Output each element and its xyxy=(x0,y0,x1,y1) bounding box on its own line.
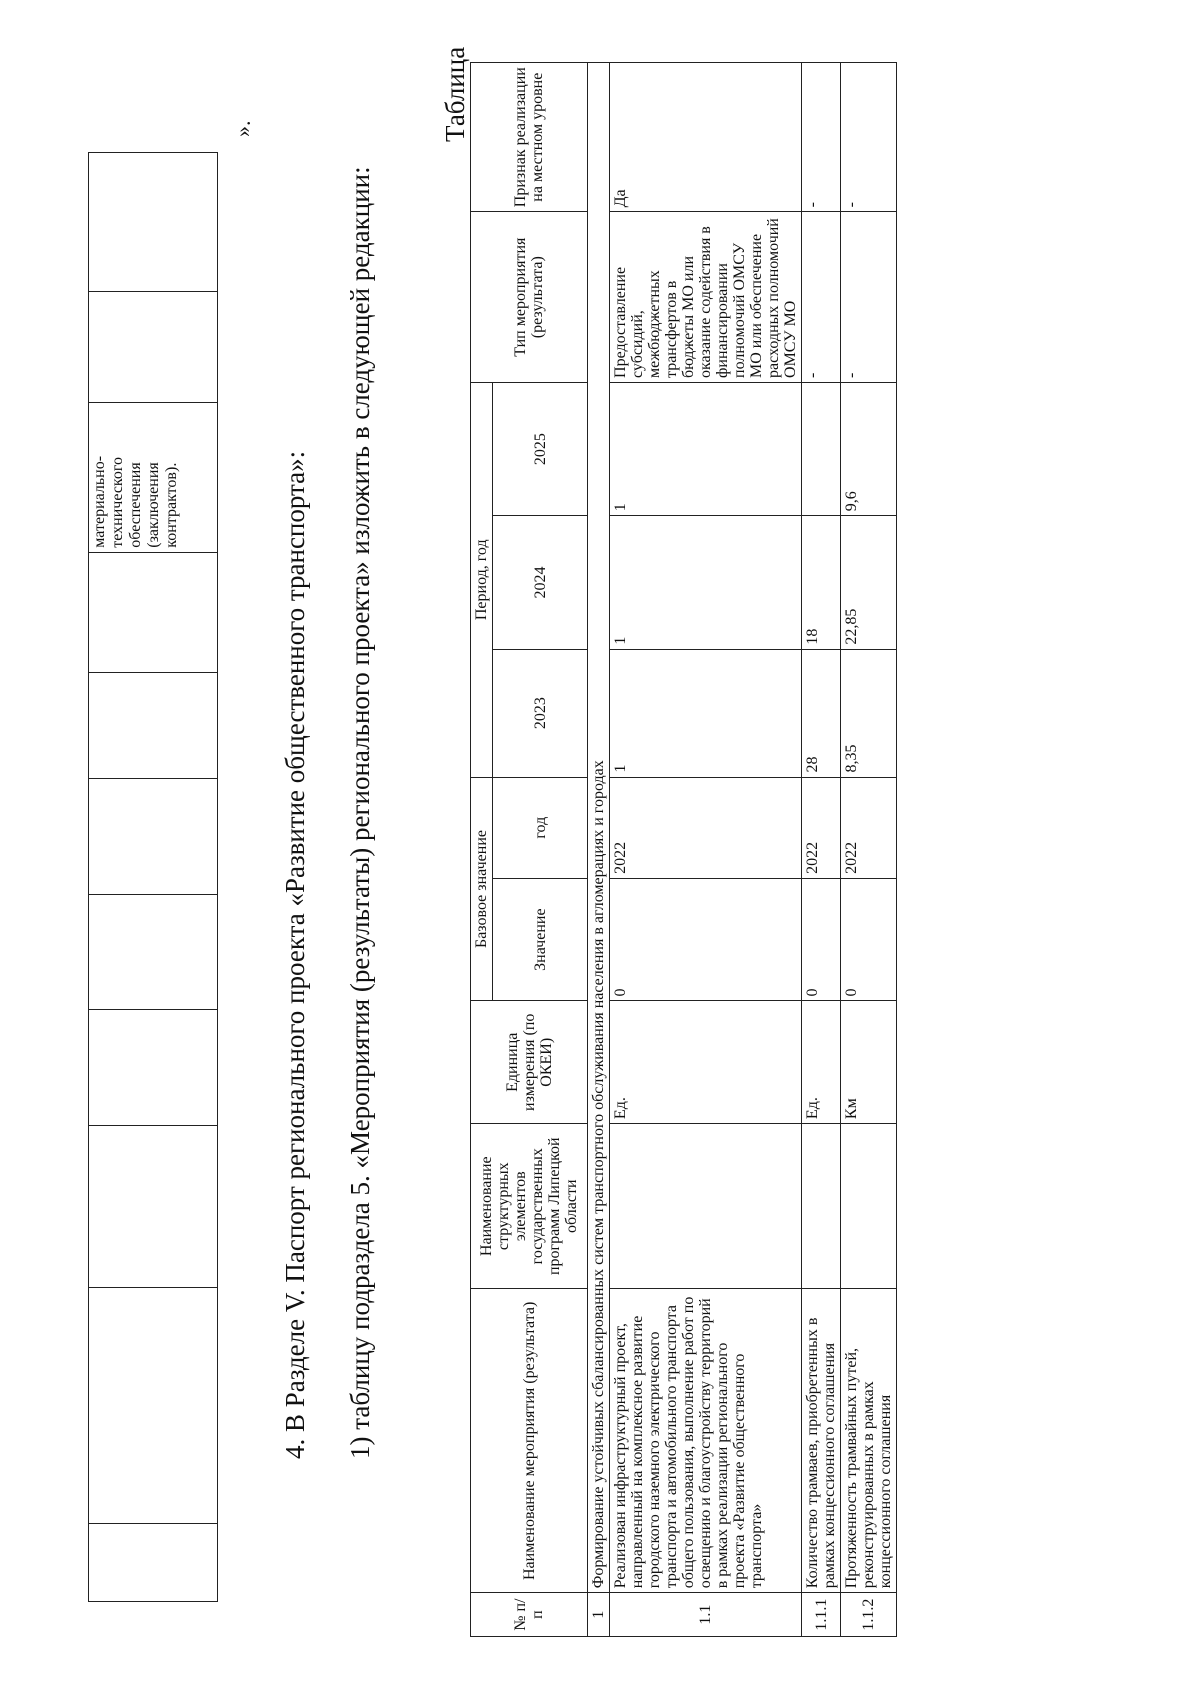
table-cell xyxy=(89,153,218,292)
table-cell xyxy=(89,291,218,402)
row-2023: 28 xyxy=(802,649,841,777)
row-name: Количество трамваев, приобретенных в рамках концессионного соглашения xyxy=(802,1289,841,1593)
row-type: Предоставление субсидий, межбюджетных трансфертов в бюджеты МО или оказание содействия в финансировании полномочий ОМСУ МО или обеспечение расходных полномочий ОМСУ МО xyxy=(610,212,802,383)
table-header-row xyxy=(471,63,493,1637)
table-cell xyxy=(89,894,218,1010)
header-base-value: Значение xyxy=(493,878,588,1001)
table-row xyxy=(841,63,897,1637)
closing-quote: ». xyxy=(230,120,255,137)
row-2025: 9,6 xyxy=(841,382,897,515)
row-base-year: 2022 xyxy=(841,777,897,878)
events-table xyxy=(470,62,897,1637)
header-name: Наименование мероприятия (результата) xyxy=(471,1289,588,1593)
table-cell xyxy=(89,1523,218,1601)
table-cell: материально-технического обеспечения (заключения контрактов). xyxy=(89,402,218,552)
table-cell xyxy=(89,1287,218,1523)
row-local: - xyxy=(841,63,897,212)
row-2025 xyxy=(802,382,841,515)
row-struct xyxy=(610,1124,802,1289)
item-heading: 1) таблицу подраздела 5. «Мероприятия (результаты) регионального проекта» изложить в следующей редакции: xyxy=(345,166,375,1459)
header-base: Базовое значение xyxy=(471,777,493,1001)
header-struct: Наименование структурных элементов государственных программ Липецкой области xyxy=(471,1124,588,1289)
row-base-value: 0 xyxy=(841,878,897,1001)
table-cell xyxy=(89,779,218,895)
row-2023: 1 xyxy=(610,649,802,777)
section-text: Формирование устойчивых сбалансированных систем транспортного обслуживания населения в агломерациях и городах xyxy=(588,63,610,1593)
row-name: Реализован инфраструктурный проект, направленный на комплексное развитие городского наземного электрического транспорта и автомобильного транспорта общего пользования, выполнение работ по освещению и благоустройству территорий в рамках реализации регионального проекта «Развитие общественного транспорта» xyxy=(610,1289,802,1593)
row-struct xyxy=(802,1124,841,1289)
row-type: - xyxy=(841,212,897,383)
row-num: 1.1 xyxy=(610,1593,802,1637)
row-unit: Ед. xyxy=(610,1001,802,1124)
row-base-year: 2022 xyxy=(610,777,802,878)
row-num: 1.1.2 xyxy=(841,1593,897,1637)
row-unit: Км xyxy=(841,1001,897,1124)
row-base-year: 2022 xyxy=(802,777,841,878)
table-cell xyxy=(89,552,218,672)
table-row xyxy=(610,63,802,1637)
table-section-row xyxy=(588,63,610,1637)
row-struct xyxy=(841,1124,897,1289)
header-2025: 2025 xyxy=(493,382,588,515)
section-heading: 4. В Разделе V. Паспорт регионального проекта «Развитие общественного транспорта»: xyxy=(280,450,310,1459)
row-2024: 1 xyxy=(610,516,802,649)
row-base-value: 0 xyxy=(610,878,802,1001)
table-row xyxy=(89,153,218,1602)
header-num: № п/п xyxy=(471,1593,588,1637)
header-2024: 2024 xyxy=(493,516,588,649)
header-base-year: год xyxy=(493,777,588,878)
section-num: 1 xyxy=(588,1593,610,1637)
header-type: Тип мероприятия (результата) xyxy=(471,212,588,383)
row-local: Да xyxy=(610,63,802,212)
table-cell xyxy=(89,672,218,778)
row-2024: 22,85 xyxy=(841,516,897,649)
row-local: - xyxy=(802,63,841,212)
table-row xyxy=(802,63,841,1637)
header-2023: 2023 xyxy=(493,649,588,777)
table-caption: Таблица xyxy=(440,46,470,142)
header-local: Признак реализации на местном уровне xyxy=(471,63,588,212)
row-unit: Ед. xyxy=(802,1001,841,1124)
row-name: Протяженность трамвайных путей, реконструированных в рамках концессионного соглашения xyxy=(841,1289,897,1593)
row-type: - xyxy=(802,212,841,383)
previous-table-fragment xyxy=(88,152,218,1602)
table-cell xyxy=(89,1125,218,1287)
row-2023: 8,35 xyxy=(841,649,897,777)
table-cell xyxy=(89,1010,218,1126)
header-unit: Единица измерения (по ОКЕИ) xyxy=(471,1001,588,1124)
row-num: 1.1.1 xyxy=(802,1593,841,1637)
row-base-value: 0 xyxy=(802,878,841,1001)
row-2024: 18 xyxy=(802,516,841,649)
header-period: Период, год xyxy=(471,382,493,777)
row-2025: 1 xyxy=(610,382,802,515)
